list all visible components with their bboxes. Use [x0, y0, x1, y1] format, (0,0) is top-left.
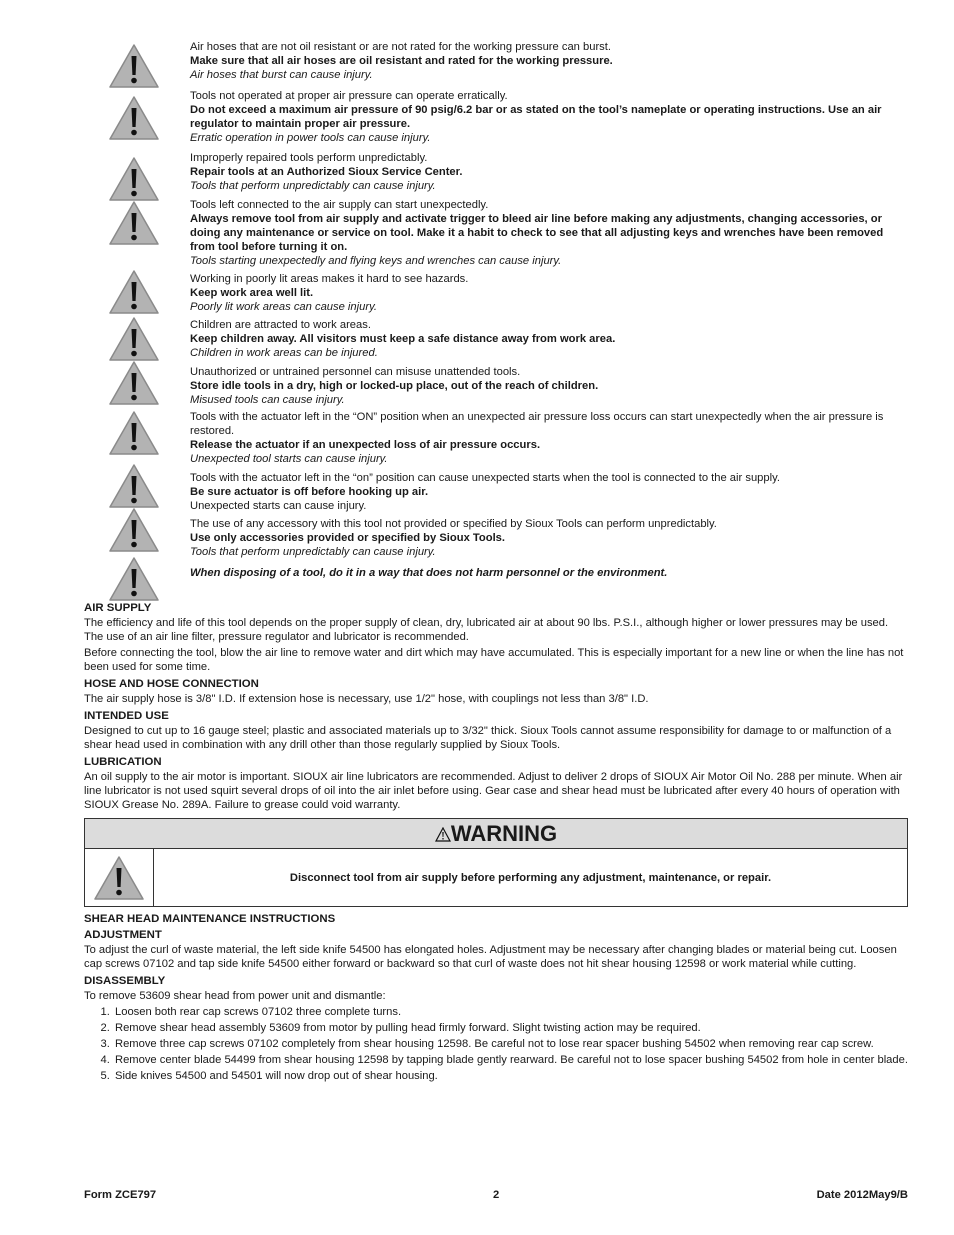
consequence-text: Unexpected starts can cause injury. — [190, 500, 367, 512]
warning-item — [84, 40, 908, 88]
paragraph: The efficiency and life of this tool depends on the proper supply of clean, dry, lubricated air at about 90 lbs. P.S.I., although higher or lower pressures may be used. The use of an air line filter, pressure regulator and lubricator is recommended. — [84, 617, 889, 643]
instruction-text: Be sure actuator is off before hooking up air. — [190, 486, 429, 498]
warning-triangle-icon — [108, 316, 160, 362]
warning-triangle-icon — [93, 855, 145, 901]
subsection-heading: ADJUSTMENT — [84, 929, 162, 941]
intended-use-section — [84, 708, 908, 752]
subsection-heading: DISASSEMBLY — [84, 975, 166, 987]
instruction-text: Repair tools at an Authorized Sioux Service Center. — [190, 166, 463, 178]
instruction-text: Store idle tools in a dry, high or locked-up place, out of the reach of children. — [190, 380, 599, 392]
disposal-text: When disposing of a tool, do it in a way that does not harm personnel or the environment. — [190, 567, 668, 579]
list-item: 3. Remove three cap screws 07102 completely from shear housing 12598. Be careful not to lose rear spacer bushing 54502 when removing rear cap screw. — [113, 1037, 908, 1051]
list-item: 4. Remove center blade 54499 from shear housing 12598 by tapping blade gently rearward. Be careful not to lose spacer bushing 54502 from hole in center blade. — [113, 1053, 908, 1067]
section-heading: AIR SUPPLY — [84, 602, 152, 614]
instruction-text: Keep work area well lit. — [190, 287, 314, 299]
hazard-text: Tools not operated at proper air pressure can operate erratically. — [190, 90, 508, 102]
warning-item — [84, 471, 908, 517]
warning-triangle-icon — [108, 507, 160, 553]
instruction-text: Release the actuator if an unexpected loss of air pressure occurs. — [190, 439, 541, 451]
air-supply-section — [84, 600, 908, 674]
hazard-text: The use of any accessory with this tool not provided or specified by Sioux Tools can perform unpredictably. — [190, 518, 717, 530]
warning-triangle-icon — [108, 43, 160, 89]
hazard-text: Tools left connected to the air supply can start unexpectedly. — [190, 199, 489, 211]
warning-item — [84, 365, 908, 410]
section-heading: INTENDED USE — [84, 710, 169, 722]
warning-item — [84, 564, 908, 600]
warning-triangle-icon — [108, 360, 160, 406]
consequence-text: Unexpected tool starts can cause injury. — [190, 453, 388, 465]
disassembly-steps — [84, 1005, 908, 1083]
page-content — [84, 40, 908, 1085]
paragraph: Designed to cut up to 16 gauge steel; plastic and associated materials up to 3/32" thick. Sioux Tools cannot assume responsibility for damage to or malfunction of a shear head used in combination with any drill other than those regularly supplied by Sioux Tools. — [84, 725, 892, 751]
revision-date: Date 2012May9/B — [816, 1189, 908, 1201]
section-heading: HOSE AND HOSE CONNECTION — [84, 678, 259, 690]
warning-triangle-icon — [108, 410, 160, 456]
list-item: 1. Loosen both rear cap screws 07102 three complete turns. — [113, 1005, 908, 1019]
warning-item — [84, 318, 908, 365]
consequence-text: Children in work areas can be injured. — [190, 347, 378, 359]
warning-triangle-icon — [108, 95, 160, 141]
hazard-text: Tools with the actuator left in the “on” position can cause unexpected starts when the tool is connected to the air supply. — [190, 472, 780, 484]
warning-triangle-icon — [108, 556, 160, 602]
warning-title: WARNING — [450, 821, 558, 846]
paragraph: Before connecting the tool, blow the air line to remove water and dirt which may have accumulated. This is especially important for a new line or when the line has not been used for some time. — [84, 647, 904, 673]
shear-head-section — [84, 911, 908, 1083]
warning-item — [84, 410, 908, 471]
lubrication-section — [84, 754, 908, 812]
warning-header — [85, 819, 907, 849]
warning-box — [84, 818, 908, 907]
instruction-text: Keep children away. All visitors must keep a safe distance away from work area. — [190, 333, 616, 345]
list-item: 5. Side knives 54500 and 54501 will now drop out of shear housing. — [113, 1069, 908, 1083]
warning-item — [84, 198, 908, 272]
safety-warnings — [84, 40, 908, 600]
warning-triangle-icon — [108, 156, 160, 202]
warning-triangle-icon — [108, 269, 160, 315]
instruction-text: Use only accessories provided or specified by Sioux Tools. — [190, 532, 506, 544]
warning-box-icon-cell — [85, 849, 154, 906]
consequence-text: Air hoses that burst can cause injury. — [190, 69, 373, 81]
warning-item — [84, 272, 908, 318]
instruction-text: Make sure that all air hoses are oil resistant and rated for the working pressure. — [190, 55, 613, 67]
paragraph: The air supply hose is 3/8" I.D. If extension hose is necessary, use 1/2" hose, with couplings not less than 3/8" I.D. — [84, 693, 649, 705]
warning-item — [84, 89, 908, 151]
list-item: 2. Remove shear head assembly 53609 from motor by pulling head firmly forward. Slight twisting action may be required. — [113, 1021, 908, 1035]
hazard-text: Children are attracted to work areas. — [190, 319, 371, 331]
section-heading: SHEAR HEAD MAINTENANCE INSTRUCTIONS — [84, 913, 336, 925]
consequence-text: Tools starting unexpectedly and flying keys and wrenches can cause injury. — [190, 255, 562, 267]
hazard-text: Unauthorized or untrained personnel can misuse unattended tools. — [190, 366, 521, 378]
warning-outline-icon — [435, 827, 451, 842]
hazard-text: Improperly repaired tools perform unpredictably. — [190, 152, 428, 164]
warning-triangle-icon — [108, 200, 160, 246]
hazard-text: Working in poorly lit areas makes it hard to see hazards. — [190, 273, 469, 285]
paragraph: To remove 53609 shear head from power unit and dismantle: — [84, 990, 386, 1002]
warning-message: Disconnect tool from air supply before performing any adjustment, maintenance, or repair. — [289, 871, 772, 884]
consequence-text: Tools that perform unpredictably can cause injury. — [190, 180, 436, 192]
instruction-text: Do not exceed a maximum air pressure of 90 psig/6.2 bar or as stated on the tool’s nameplate or operating instructions. Use an air regulator to maintain proper air pressure. — [190, 104, 882, 130]
hose-section — [84, 676, 908, 706]
warning-item — [84, 517, 908, 564]
warning-item — [84, 151, 908, 197]
section-heading: LUBRICATION — [84, 756, 162, 768]
page-number: 2 — [493, 1189, 500, 1201]
warning-triangle-icon — [108, 463, 160, 509]
hazard-text: Air hoses that are not oil resistant or are not rated for the working pressure can burst. — [190, 41, 611, 53]
consequence-text: Tools that perform unpredictably can cause injury. — [190, 546, 436, 558]
form-number: Form ZCE797 — [84, 1189, 157, 1201]
consequence-text: Poorly lit work areas can cause injury. — [190, 301, 377, 313]
paragraph: An oil supply to the air motor is important. SIOUX air line lubricators are recommended. Adjust to deliver 2 drops of SIOUX Air Motor Oil No. 288 per minute. When air line lubricator is not used squirt several drops of oil into the air inlet before using. Gear case and shear head must be lubricated after every 40 hours of operation with SIOUX Grease No. 289A. Failure to grease could void warranty. — [84, 771, 903, 811]
consequence-text: Erratic operation in power tools can cause injury. — [190, 132, 431, 144]
instruction-text: Always remove tool from air supply and activate trigger to bleed air line before making any adjustments, changing accessories, or doing any maintenance or service on tool. Make it a habit to check to see that all adjusting keys and wrenches have been removed from tool before turning it on. — [190, 213, 884, 253]
hazard-text: Tools with the actuator left in the “ON” position when an unexpected air pressure loss occurs can start unexpectedly when the air pressure is restored. — [190, 411, 884, 437]
consequence-text: Misused tools can cause injury. — [190, 394, 345, 406]
paragraph: To adjust the curl of waste material, the left side knife 54500 has elongated holes. Adjustment may be necessary after changing blades or material being cut. Loosen cap screws 07102 and tap side knife 54500 either forward or backward so that curl of waste does not hit shear housing 12598 or work material while cutting. — [84, 944, 897, 970]
